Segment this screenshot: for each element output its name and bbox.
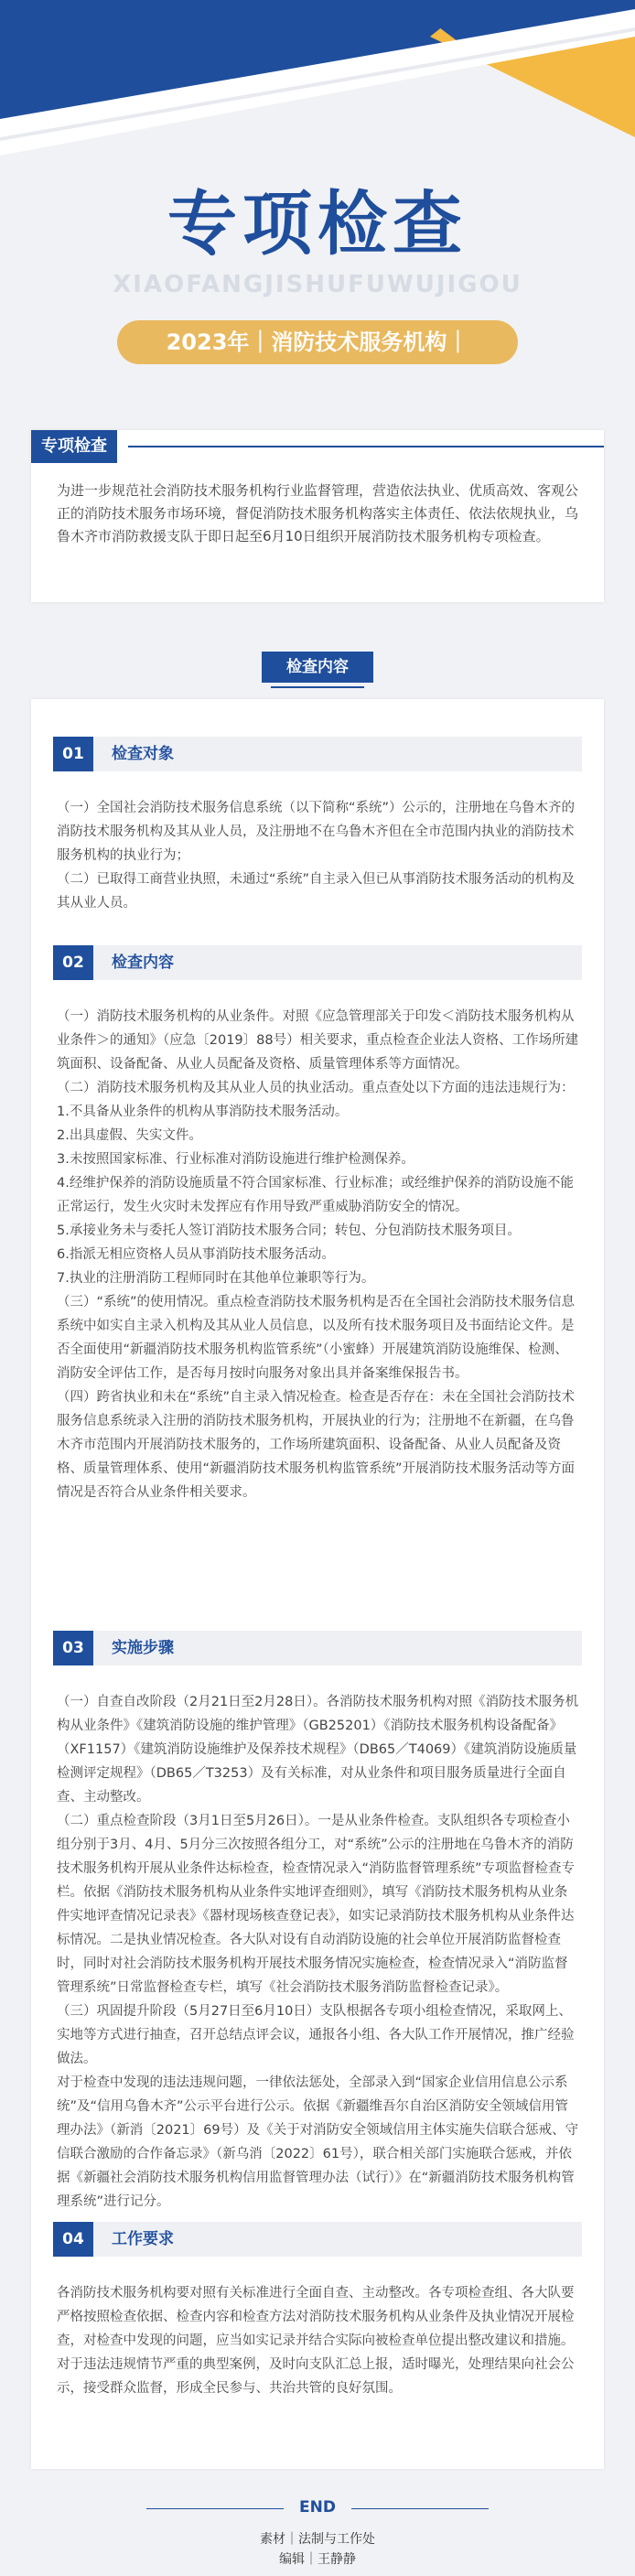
section-body-01 [57,796,580,915]
intro-divider [128,446,604,447]
section-title: 工作要求 [112,2230,174,2248]
intro-text: 为进一步规范社会消防技术服务机构行业监督管理，营造依法执业、优质高效、客观公正的消防技术服务市场环境，督促消防技术服务机构落实主体责任、依法依规执业，乌鲁木齐市消防救援支队于即日起至6月10日组织开展消防技术服务机构专项检查。 [57,482,579,544]
editor-credit: 编辑｜王静静 [279,2552,356,2567]
section-number: 04 [53,2222,93,2257]
page-title: 专项检查 [167,183,468,264]
paragraph: （二）重点检查阶段（3月1日至5月26日）。一是从业条件检查。支队组织各专项检查小组分别于3月、4月、5月分三次按照各组分工，对“系统”公示的注册地在乌鲁木齐的消防技术服务机构开展从业条件达标检查，检查情况录入“消防监督管理系统”专项监督检查专栏。依据《消防技术服务机构从业条件实地评查细则》，填写《消防技术服务机构从业条件实地评查情况记录表》《器材现场核查登记表》，如实记录消防技术服务机构从业条件达标情况。二是执业情况检查。各大队对设有自动消防设施的社会单位开展消防监督检查时，同时对社会消防技术服务机构开展技术服务情况实施检查，检查情况录入“消防监督管理系统”日常监督检查专栏，填写《社会消防技术服务消防监督检查记录》。 [57,1814,576,1995]
section-body-04 [57,2281,580,2400]
section-header-03 [53,1631,582,1665]
paragraph: 2.出具虚假、失实文件。 [57,1128,202,1143]
paragraph: （三）“系统”的使用情况。重点检查消防技术服务机构是否在全国社会消防技术服务信息系统中如实自主录入机构及其从业人员信息，以及所有技术服务项目及书面结论文件。是否全面使用“新疆消防技术服务机构监管系统”（小蜜蜂）开展建筑消防设施维保、检测、消防安全评估工作，是否每月按时向服务对象出具并备案维保报告书。 [57,1295,576,1381]
paragraph: （二）消防技术服务机构及其从业人员的执业活动。重点查处以下方面的违法违规行为： [57,1081,575,1095]
source-credit: 素材｜法制与工作处 [260,2532,375,2547]
section-header-02 [53,945,582,980]
main-tag: 检查内容 [262,652,373,683]
main-tag-underline [271,686,364,688]
section-number: 02 [53,945,93,980]
header-decoration [0,0,635,165]
section-title: 检查内容 [112,954,174,972]
section-header-04 [53,2222,582,2257]
section-title: 实施步骤 [112,1639,174,1657]
section-title: 检查对象 [112,745,174,763]
section-number: 03 [53,1631,93,1665]
paragraph: 5.承接业务未与委托人签订消防技术服务合同；转包、分包消防技术服务项目。 [57,1223,521,1238]
section-header-01 [53,737,582,771]
paragraph: 4.经维护保养的消防设施质量不符合国家标准、行业标准；或经维护保养的消防设施不能正常运行，发生火灾时未发挥应有作用导致严重威胁消防安全的情况。 [57,1176,574,1214]
end-marker: END [299,2498,336,2517]
paragraph: 7.执业的注册消防工程师同时在其他单位兼职等行为。 [57,1271,375,1286]
paragraph: 6.指派无相应资格人员从事消防技术服务活动。 [57,1247,335,1262]
paragraph: （一）消防技术服务机构的从业条件。对照《应急管理部关于印发＜消防技术服务机构从业条件＞的通知》（应急〔2019〕88号）相关要求，重点检查企业法人资格、工作场所建筑面积、设备配备、从业人员配备及资格、质量管理体系等方面情况。 [57,1009,579,1072]
paragraph: （二）已取得工商营业执照，未通过“系统”自主录入但已从事消防技术服务活动的机构及其从业人员。 [57,872,576,911]
paragraph: 3.未按照国家标准、行业标准对消防设施进行维护检测保养。 [57,1152,414,1167]
section-number: 01 [53,737,93,771]
paragraph: （三）巩固提升阶段（5月27日至6月10日）支队根据各专项小组检查情况，采取网上、实地等方式进行抽查，召开总结点评会议，通报各小组、各大队工作开展情况，推广经验做法。 [57,2004,575,2066]
paragraph: （一）全国社会消防技术服务信息系统（以下简称“系统”）公示的，注册地在乌鲁木齐的消防技术服务机构及其从业人员，及注册地不在乌鲁木齐但在全市范围内执业的消防技术服务机构的执业行为； [57,801,576,863]
paragraph: （一）自查自改阶段（2月21日至2月28日）。各消防技术服务机构对照《消防技术服务机构从业条件》《建筑消防设施的维护管理》（GB25201）《消防技术服务机构设备配备》（XF1157）《建筑消防设施维护及保养技术规程》（DB65／T4069）《建筑消防设施质量检测评定规程》（DB65／T3253）及有关标准，对从业条件和项目服务质量进行全面自查、主动整改。 [57,1695,579,1805]
paragraph: 对于检查中发现的违法违规问题，一律依法惩处，全部录入到“国家企业信用信息公示系统”及“信用乌鲁木齐”公示平台进行公示。依据《新疆维吾尔自治区消防安全领域信用管理办法》（新消〔2021〕69号）及《关于对消防安全领域信用主体实施失信联合惩戒、守信联合激励的合作备忘录》（新乌消〔2022〕61号），联合相关部门实施联合惩戒，并依据《新疆社会消防技术服务机构信用监督管理办法（试行）》在“新疆消防技术服务机构管理系统”进行记分。 [57,2075,579,2209]
paragraph: （四）跨省执业和未在“系统”自主录入情况检查。检查是否存在：未在全国社会消防技术服务信息系统录入注册的消防技术服务机构，开展执业的行为；注册地不在新疆，在乌鲁木齐市范围内开展消防技术服务的，工作场所建筑面积、设备配备、从业人员配备及资格、质量管理体系、使用“新疆消防技术服务机构监管系统”开展消防技术服务活动等方面情况是否符合从业条件相关要求。 [57,1390,576,1500]
paragraph: 1.不具备从业条件的机构从事消防技术服务活动。 [57,1105,349,1119]
paragraph: 各消防技术服务机构要对照有关标准进行全面自查、主动整改。各专项检查组、各大队要严格按照检查依据、检查内容和检查方法对消防技术服务机构从业条件及执业情况开展检查，对检查中发现的问题，应当如实记录并结合实际向被检查单位提出整改建议和措施。对于违法违规情节严重的典型案例，及时向支队汇总上报，适时曝光，处理结果向社会公示，接受群众监督，形成全民参与、共治共管的良好氛围。 [57,2286,575,2396]
year-banner: 2023年｜消防技术服务机构｜ [117,320,518,364]
intro-tag: 专项检查 [31,430,117,463]
end-divider-right [351,2508,489,2509]
section-body-02 [57,1005,580,1504]
section-body-03 [57,1690,580,2214]
page-subtitle: XIAOFANGJISHUFUWUJIGOU [113,271,522,298]
